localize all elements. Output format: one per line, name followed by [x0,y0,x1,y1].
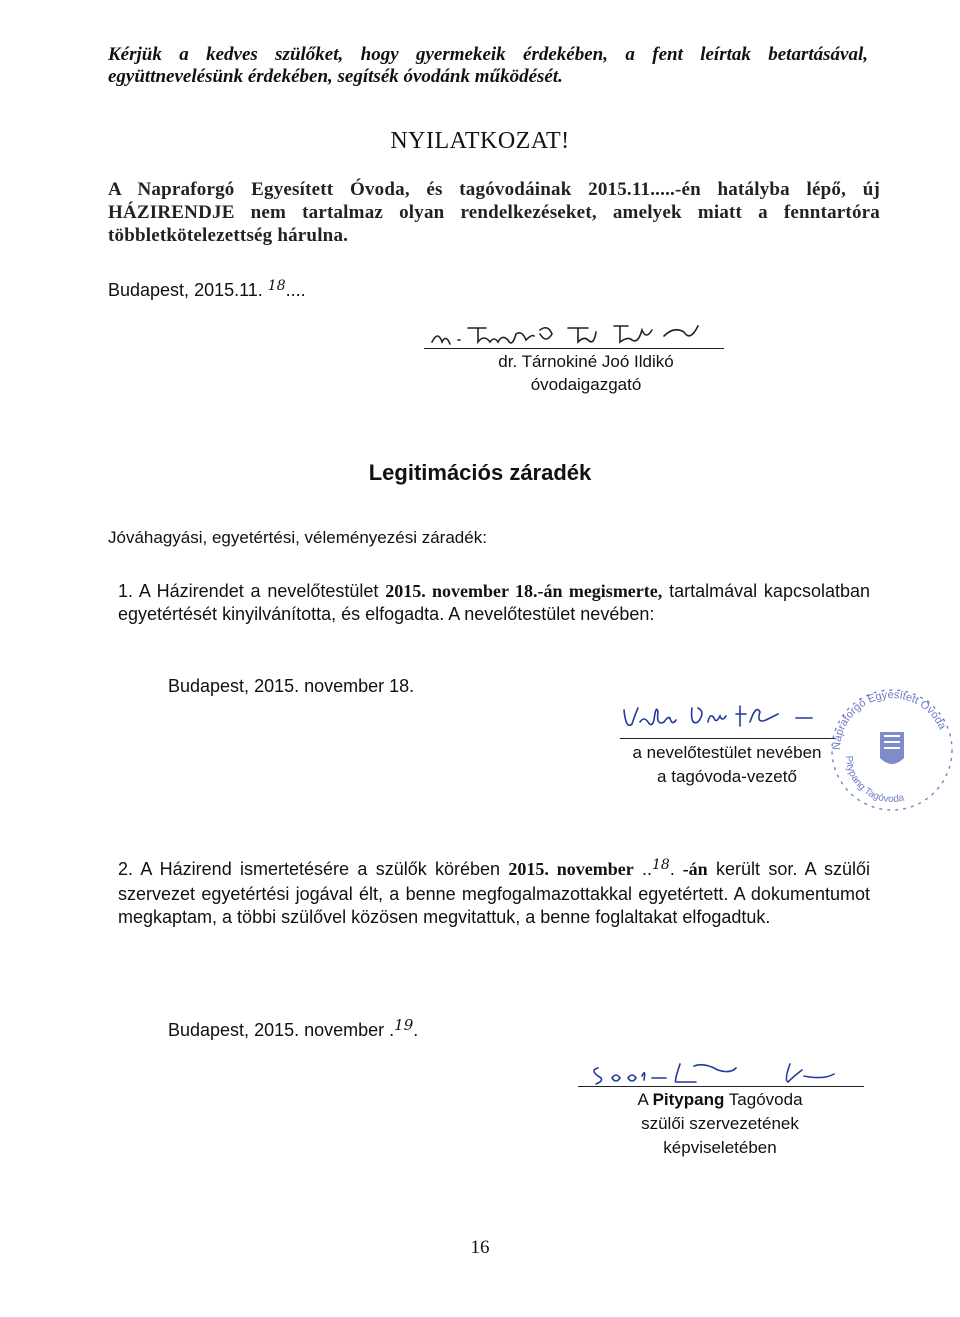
director-signature-image [428,322,728,348]
place-date-3-prefix: Budapest, 2015. november . [168,1020,395,1040]
staff-signature-image [620,700,835,738]
item-1-bold: 2015. november 18.-án megismerte, [385,581,663,601]
parent-signature-image [590,1058,870,1086]
item-1-number: 1. [118,581,134,601]
item-2-bold-1: 2015. november [508,859,634,879]
place-date-1-day: 18 [267,278,286,294]
item-2-bold-2: -án [674,859,708,879]
item-2-part2: került sor. A szülői szervezet egyetértési jogával élt, a benne megfogalmazottakkal egyetértett. A dokumentumot megkaptam, a többi szülővel közösen megvitattuk, a benne foglaltakat elfogadtuk. [118,859,871,927]
parent-caption-1 [600,1090,840,1110]
intro-text: Kérjük a kedves szülőket, hogy gyermekeik érdekében, a fent leírtak betartásával, együttnevelésünk érdekében, segítsék óvodánk működését. [108,44,868,87]
stamp-text-top: Napraforgó Egyesített Óvoda [830,688,949,751]
parent-signature-icon [590,1058,870,1086]
legitimacy-heading: Legitimációs záradék [368,460,592,485]
official-stamp [822,680,960,820]
place-date-1-suffix: .... [285,280,306,300]
director-signature-line [424,348,724,349]
staff-signature-line [620,738,835,739]
parent-caption-1-bold: Pitypang [652,1090,725,1109]
item-2: 2. A Házirend ismertetésére a szülők körében 2015. november ..$^{18}$. -án került sor. A szülői szervezet egyetértési jogával élt, a benne megfogalmazottakkal egyetértett. A dokumentumot megkaptam, a többi szülővel közösen megvitattuk, a benne foglaltakat elfogadtuk. [118,857,871,927]
place-date-1 [108,280,306,301]
page-number: 16 [470,1237,490,1258]
declaration-title: NYILATKOZAT! [390,128,570,154]
parent-signature-line [578,1086,864,1087]
item-1-part2: tartalmával kapcsolatban egyetértését kinyilvánította, és elfogadta. A nevelőtestület nevében: [118,581,871,624]
parent-caption-2: szülői szervezetének [641,1114,799,1133]
staff-caption-2: a tagóvoda-vezető [657,767,797,786]
place-date-3-suffix: . [413,1020,419,1040]
parent-caption-3: képviseletében [663,1138,777,1157]
item-2-part1: A Házirend ismertetésére a szülők körében [140,859,509,879]
item-1-part1: A Házirendet a nevelőtestület [138,581,386,601]
director-signature-icon [428,322,728,348]
place-date-2: Budapest, 2015. november 18. [168,676,415,696]
parent-caption-1-prefix: A [637,1090,653,1109]
director-role: óvodaigazgató [530,375,642,394]
item-2-number: 2. [118,859,134,879]
staff-signature-icon [620,700,835,738]
stamp-icon [822,680,960,820]
stamp-text-bottom: Pitypang Tagóvoda [842,755,906,806]
place-date-3-day: 19 [394,1016,414,1034]
approval-label: Jóváhagyási, egyetértési, véleményezési záradék: [108,528,487,547]
place-date-1-prefix: Budapest, 2015.11. [108,280,268,300]
parent-caption-1-suffix: Tagóvoda [724,1090,803,1109]
staff-caption-1: a nevelőtestület nevében [632,743,822,762]
director-name: dr. Tárnokiné Joó Ildikó [498,352,674,371]
declaration-text: A Napraforgó Egyesített Óvoda, és tagóvodáinak 2015.11.....-én hatályba lépő, új HÁZIRENDJE nem tartalmaz olyan rendelkezéseket, amelyek miatt a fenntartóra többletkötelezettség hárulna. [108,179,880,246]
place-date-3 [168,1016,419,1041]
item-1 [118,580,870,626]
item-2-day: 18 [652,857,670,873]
